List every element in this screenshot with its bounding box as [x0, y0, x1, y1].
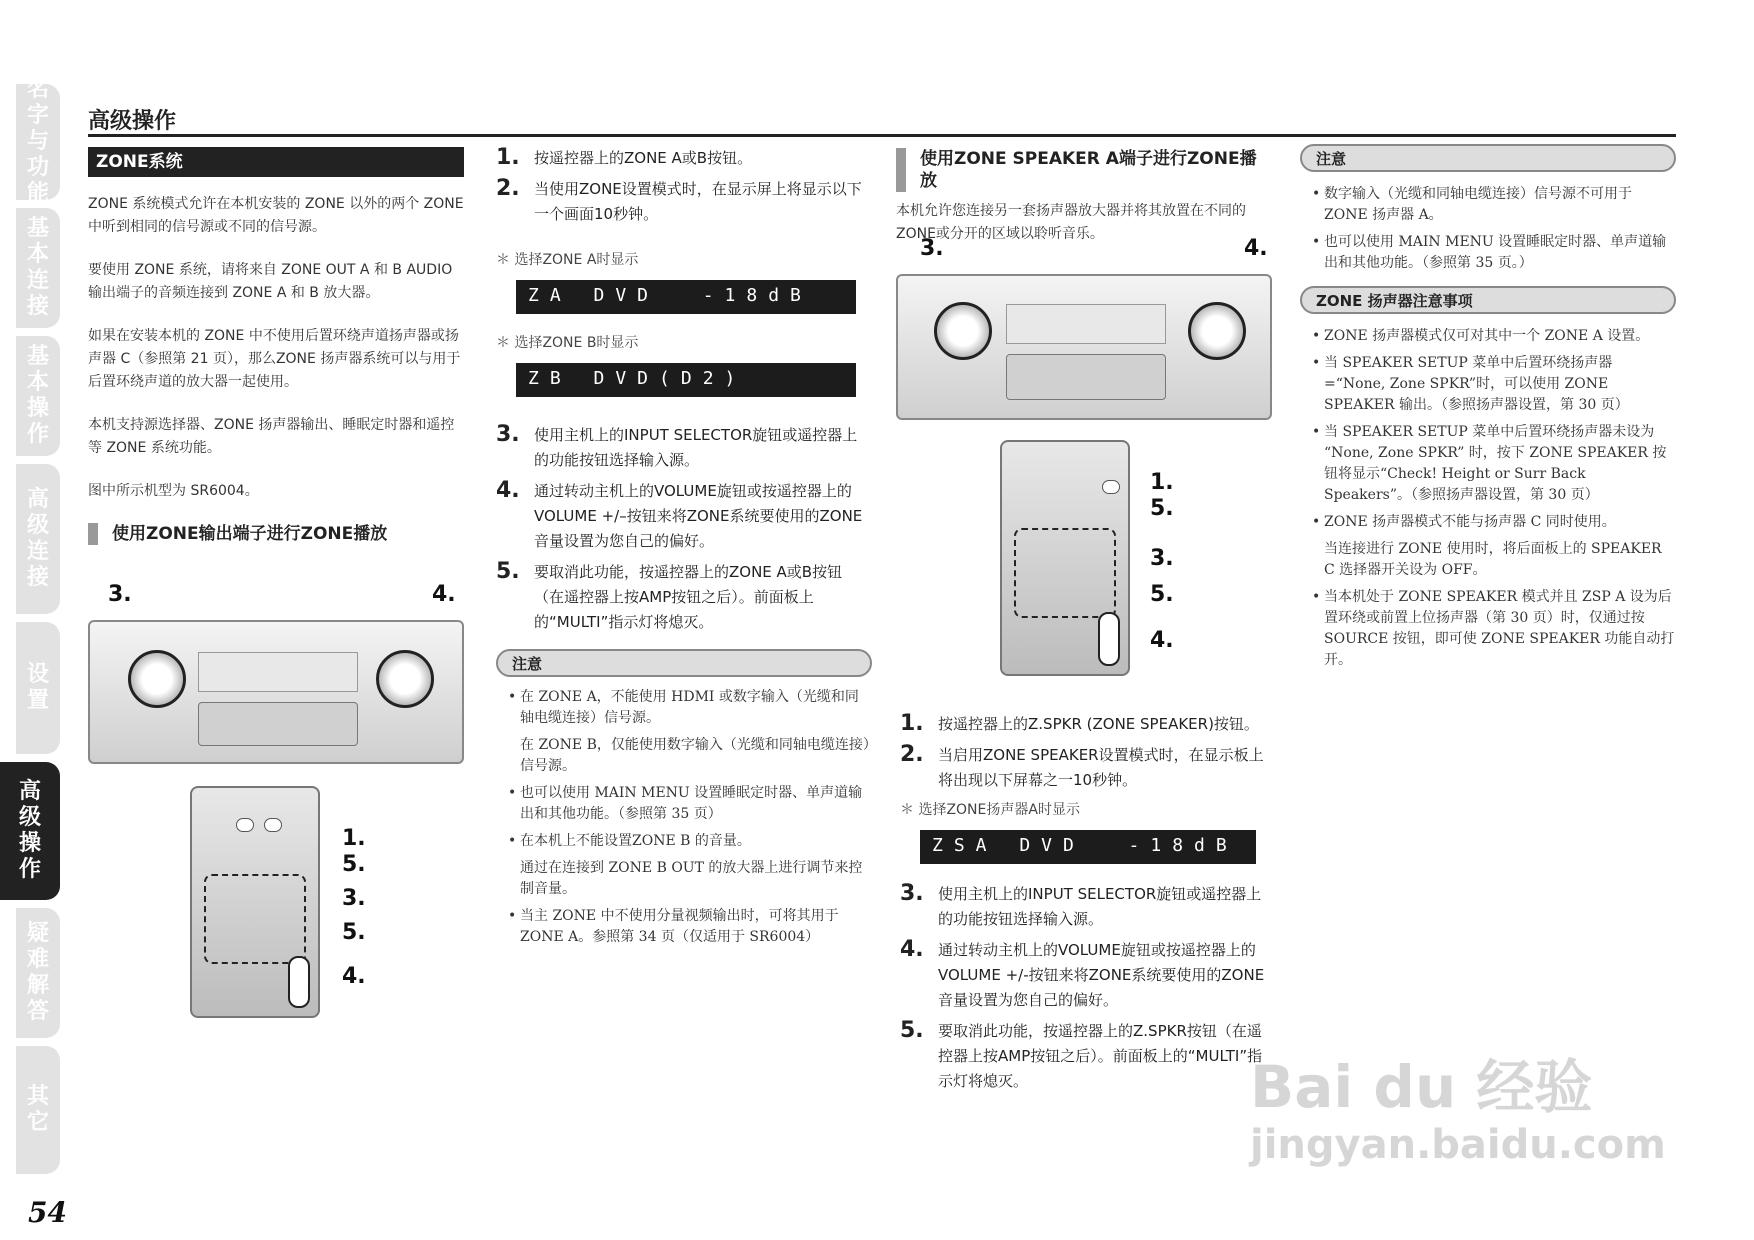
volume-knob-icon: [376, 650, 434, 708]
step-text: 当启用ZONE SPEAKER设置模式时，在显示板上将出现以下屏幕之一10秒钟。: [938, 746, 1264, 789]
display-zone-b: ZB DVD(D2): [516, 363, 856, 397]
tab-advanced-connection[interactable]: [16, 464, 60, 614]
paragraph: 本机支持源选择器、ZONE 扬声器输出、睡眠定时器和遥控等 ZONE 系统功能。: [88, 417, 455, 456]
step-text: 按遥控器上的ZONE A或B按钮。: [534, 149, 753, 167]
step-number: 4.: [900, 937, 924, 962]
volume-buttons-icon: [1098, 612, 1120, 666]
zone-a-button-icon: [236, 818, 254, 832]
step-item: [900, 743, 1276, 793]
zone-speaker-intro: 本机允许您连接另一套扬声器放大器并将其放置在不同的ZONE或分开的区域以聆听音乐。: [896, 203, 1246, 242]
paragraph: 要使用 ZONE 系统，请将来自 ZONE OUT A 和 B AUDIO 输出端子的音频连接到 ZONE A 和 B 放大器。: [88, 262, 453, 301]
zone-speaker-notes-heading: ZONE 扬声器注意事项: [1300, 286, 1676, 314]
paragraph: ZONE 系统模式允许在本机安装的 ZONE 以外的两个 ZONE 中听到相同的信号源或不同的信号源。: [88, 196, 464, 235]
step-text: 使用主机上的INPUT SELECTOR旋钮或遥控器上的功能按钮选择输入源。: [938, 885, 1262, 928]
callout-remote-4: 4.: [1150, 628, 1174, 653]
tab-char: 接: [26, 294, 49, 319]
tab-char: 设: [26, 662, 49, 687]
step-number: 1.: [496, 145, 520, 170]
input-selector-knob-icon: [934, 302, 992, 360]
note-text: 在 ZONE A，不能使用 HDMI 或数字输入（光缆和同轴电缆连接）信号源。: [520, 689, 859, 726]
callout-remote-3: 3.: [1150, 546, 1174, 571]
tab-basic-operation[interactable]: [16, 336, 60, 456]
note-item: [1324, 587, 1676, 671]
title-divider: [88, 134, 1676, 137]
tab-char: 能: [26, 181, 49, 206]
volume-buttons-icon: [288, 956, 310, 1008]
tab-char: 连: [26, 539, 49, 564]
step-item: [496, 177, 872, 227]
display-caption: ＊ 选择ZONE扬声器A时显示: [900, 802, 1080, 818]
callout-remote-4: 4.: [342, 964, 366, 989]
tab-char: 接: [26, 565, 49, 590]
baidu-watermark: Bai du 经验: [1250, 1053, 1593, 1121]
note-item: • 数字输入（光缆和同轴电缆连接）信号源不可用于 ZONE 扬声器 A。: [1324, 184, 1676, 226]
function-buttons-icon: [1014, 528, 1116, 618]
tab-troubleshooting[interactable]: [16, 908, 60, 1038]
note-text: 当本机处于 ZONE SPEAKER 模式并且 ZSP A 设为后置环绕或前置上位扬声器（第 30 页）时，仅通过按 SOURCE 按钮，即可使 ZONE SPEAKER 功能自动打开。: [1324, 589, 1675, 668]
step-text: 要取消此功能，按遥控器上的Z.SPKR按钮（在遥控器上按AMP按钮之后）。前面板上的“MULTI”指示灯将熄灭。: [938, 1022, 1263, 1090]
note-text: ZONE 扬声器模式仅可对其中一个 ZONE A 设置。: [1324, 328, 1650, 344]
paragraph: 如果在安装本机的 ZONE 中不使用后置环绕声道扬声器或扬声器 C（参照第 21 页），那么ZONE 扬声器系统可以与用于后置环绕声道的放大器一起使用。: [88, 328, 461, 390]
tab-char: 名: [26, 77, 49, 102]
note-list: [1300, 184, 1676, 274]
volume-knob-icon: [1188, 302, 1246, 360]
tab-basic-connection[interactable]: [16, 208, 60, 328]
tab-char: 作: [18, 857, 41, 882]
column-zone-speaker-steps: [900, 712, 1276, 1100]
callout-remote-5: 5.: [1150, 496, 1174, 521]
tab-char: 级: [26, 513, 49, 538]
zone-b-button-icon: [264, 818, 282, 832]
note-text: 也可以使用 MAIN MENU 设置睡眠定时器、单声道输出和其他功能。（参照第 35 页）: [520, 785, 863, 822]
column-zone-speaker: [896, 148, 1272, 246]
note-text: 在本机上不能设置ZONE B 的音量。: [520, 833, 751, 849]
subheading-zone-speaker: 使用ZONE SPEAKER A端子进行ZONE播放: [896, 148, 1272, 192]
display-zone-a: ZA DVD -18dB: [516, 280, 856, 314]
steps-continued: [496, 423, 872, 635]
step-number: 5.: [496, 559, 520, 584]
tab-char: 难: [26, 947, 49, 972]
note-text: 当主 ZONE 中不使用分量视频输出时，可将其用于 ZONE A。参照第 34 页（仅适用于 SR6004）: [520, 908, 839, 945]
callout-remote-1: 1.: [1150, 470, 1174, 495]
note-text: 当 SPEAKER SETUP 菜单中后置环绕扬声器 =“None, Zone SPKR”时，可以使用 ZONE SPEAKER 输出。（参照扬声器设置，第 30 页）: [1324, 355, 1629, 413]
tab-char: 疑: [26, 921, 49, 946]
tab-char: 答: [26, 999, 49, 1024]
step-item: [900, 882, 1276, 932]
tab-char: 操: [26, 396, 49, 421]
tab-char: 与: [26, 129, 49, 154]
note-item: [520, 906, 872, 948]
note-continuation: 当连接进行 ZONE 使用时，将后面板上的 SPEAKER C 选择器开关设为 OFF。: [1324, 541, 1662, 578]
tab-char: 功: [26, 155, 49, 180]
tab-advanced-operation[interactable]: [0, 762, 60, 900]
note-item: [1324, 326, 1676, 347]
remote-illustration: [190, 786, 320, 1018]
tab-char: 操: [18, 831, 41, 856]
tab-char: 置: [26, 688, 49, 713]
step-text: 按遥控器上的Z.SPKR (ZONE SPEAKER)按钮。: [938, 715, 1259, 733]
zone-speaker-note-list: [1300, 326, 1676, 671]
receiver-illustration: [88, 620, 464, 764]
step-text: 通过转动主机上的VOLUME旋钮或按遥控器上的VOLUME +/–按钮来将ZONE系统要使用的ZONE音量设置为您自己的偏好。: [534, 482, 863, 550]
baidu-watermark-url: jingyan.baidu.com: [1250, 1122, 1666, 1168]
page-number: 54: [28, 1196, 67, 1229]
step-number: 1.: [900, 711, 924, 736]
tab-char: 高: [18, 779, 41, 804]
step-number: 3.: [900, 881, 924, 906]
zspkr-button-icon: [1102, 480, 1120, 494]
tab-char: 基: [26, 344, 49, 369]
tab-char: 其: [26, 1084, 49, 1109]
step-number: 2.: [496, 176, 520, 201]
step-item: [496, 146, 872, 171]
receiver-buttons-icon: [198, 702, 358, 746]
step-number: 4.: [496, 478, 520, 503]
note-item: [1324, 353, 1676, 416]
step-text: 要取消此功能，按遥控器上的ZONE A或B按钮（在遥控器上按AMP按钮之后）。前面板上的“MULTI”指示灯将熄灭。: [534, 563, 843, 631]
note-continuation: 在 ZONE B，仅能使用数字输入（光缆和同轴电缆连接）信号源。: [520, 737, 870, 774]
step-item: [900, 938, 1276, 1013]
subheading-zone-output: 使用ZONE输出端子进行ZONE播放: [88, 523, 464, 545]
tab-char: 连: [26, 268, 49, 293]
tab-other[interactable]: [16, 1046, 60, 1174]
step-number: 2.: [900, 742, 924, 767]
step-text: 当使用ZONE设置模式时，在显示屏上将显示以下一个画面10秒钟。: [534, 180, 862, 223]
note-heading: 注意: [496, 649, 872, 677]
note-continuation: 通过在连接到 ZONE B OUT 的放大器上进行调节来控制音量。: [520, 860, 863, 897]
section-heading-zone-system: ZONE系统: [88, 147, 464, 177]
paragraph: 图中所示机型为 SR6004。: [88, 483, 259, 499]
callout-step3: 3.: [920, 236, 944, 261]
step-item: [496, 560, 872, 635]
tab-setup[interactable]: [16, 622, 60, 754]
tab-char: 基: [26, 216, 49, 241]
zone-system-paragraphs: [88, 193, 464, 503]
note-item: [1324, 512, 1676, 581]
steps-continued: [900, 882, 1276, 1094]
tab-char: 本: [26, 242, 49, 267]
tab-char: 高: [26, 487, 49, 512]
note-list: [496, 687, 872, 948]
note-item: [520, 783, 872, 825]
display-b-caption: ＊ 选择ZONE B时显示: [496, 335, 639, 351]
step-item: [900, 712, 1276, 737]
step-number: 3.: [496, 422, 520, 447]
tab-char: 级: [18, 805, 41, 830]
note-item: [520, 831, 872, 900]
receiver-display-icon: [1006, 304, 1166, 344]
step-number: 5.: [900, 1018, 924, 1043]
tab-names-functions[interactable]: [16, 77, 60, 206]
tab-char: 解: [26, 973, 49, 998]
note-heading: 注意: [1300, 144, 1676, 172]
tab-char: 字: [26, 103, 49, 128]
tab-char: 本: [26, 370, 49, 395]
column-zone-system: [88, 147, 464, 545]
note-item: • 也可以使用 MAIN MENU 设置睡眠定时器、单声道输出和其他功能。（参照第 35 页。）: [1324, 232, 1676, 274]
step-item: [496, 423, 872, 473]
note-item: [1324, 422, 1676, 506]
callout-step3: 3.: [108, 582, 132, 607]
callout-remote-3: 3.: [342, 886, 366, 911]
display-a-caption: ＊ 选择ZONE A时显示: [496, 252, 639, 268]
function-buttons-icon: [204, 874, 306, 964]
callout-remote-1: 1.: [342, 826, 366, 851]
column-zone-steps: [496, 146, 872, 954]
step-text: 使用主机上的INPUT SELECTOR旋钮或遥控器上的功能按钮选择输入源。: [534, 426, 858, 469]
input-selector-knob-icon: [128, 650, 186, 708]
callout-remote-5b: 5.: [1150, 582, 1174, 607]
note-item: [520, 687, 872, 777]
step-item: [496, 479, 872, 554]
callout-step4: 4.: [432, 582, 456, 607]
callout-remote-5: 5.: [342, 852, 366, 877]
step-item: [900, 1019, 1276, 1094]
callout-step4: 4.: [1244, 236, 1268, 261]
display-zone-speaker-a: ZSA DVD -18dB: [920, 830, 1256, 864]
remote-illustration: [1000, 440, 1130, 676]
step-text: 通过转动主机上的VOLUME旋钮或按遥控器上的VOLUME +/-按钮来将ZONE系统要使用的ZONE音量设置为您自己的偏好。: [938, 941, 1265, 1009]
receiver-display-icon: [198, 652, 358, 692]
column-notes: [1300, 144, 1676, 677]
tab-char: 它: [26, 1110, 49, 1135]
receiver-illustration: [896, 274, 1272, 420]
page-title: 高级操作: [88, 109, 177, 134]
note-text: 当 SPEAKER SETUP 菜单中后置环绕扬声器未设为 “None, Zone SPKR” 时，按下 ZONE SPEAKER 按钮将显示“Check! Height or Surr Back Speakers”。（参照扬声器设置，第 30 页）: [1324, 424, 1667, 503]
callout-remote-5b: 5.: [342, 920, 366, 945]
tab-char: 作: [26, 422, 49, 447]
receiver-buttons-icon: [1006, 354, 1166, 400]
note-text: ZONE 扬声器模式不能与扬声器 C 同时使用。: [1324, 514, 1616, 530]
